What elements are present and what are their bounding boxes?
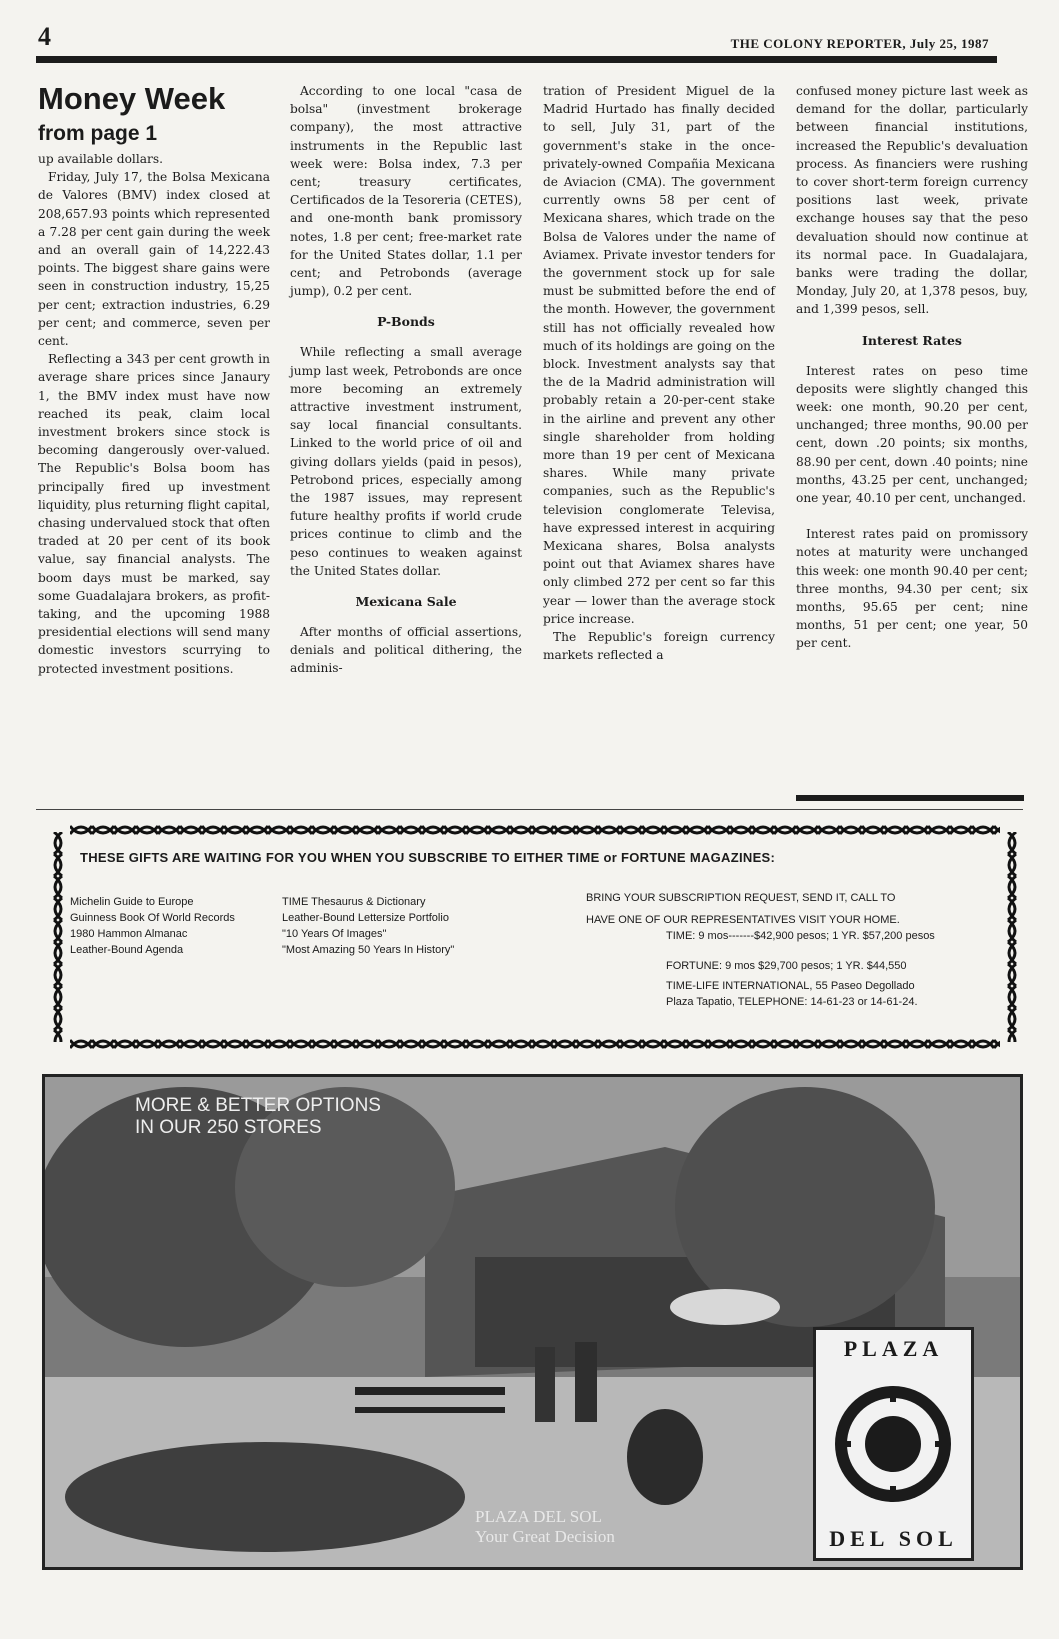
paragraph: Reflecting a 343 per cent growth in average share prices since Janaury 1, the BMV index must have now reached its peak, claim local investment brokers since stock is becoming dangerously over-valued. The Republic's Bolsa boom has principally fired up investment liquidity, plus returning flight capital, chasing undervalued stock that often traded at 20 per cent of its book value, say financial analysts. The boom days must be marked, say some Guadalajara brokers, as profit-taking, and the upcoming 1988 presidential elections will send many domestic investors scurrying to protected investment positions. <box>38 352 270 676</box>
braid-border-right <box>1004 832 1020 1042</box>
logo-word-bottom: DEL SOL <box>829 1526 958 1551</box>
braid-border-bottom <box>70 1036 1000 1052</box>
page-number: 4 <box>38 22 51 51</box>
paragraph: Friday, July 17, the Bolsa Mexicana de Valores (BMV) index closed at 208,657.93 points which represented a 7.28 per cent gain during the week and an overall gain of 14,222.43 points. The biggest share gains were seen in construction industry, 15,25 per cent; extraction industries, 6.29 per cent; and commerce, seven per cent. <box>38 170 270 349</box>
paragraph: According to one local "casa de bolsa" (investment brokerage company), the most attractive instruments in the Republic last week were: Bolsa index, 7.3 per cent; treasury certificates, Certificados de la Tesoreria (CETES), and one-month bank promissory notes, 1.8 per cent; free-market rate for the United States dollar, 1.1 per cent; and Petrobonds (average jump), 0.2 per cent. <box>290 84 522 299</box>
gift-list-2 <box>282 894 454 958</box>
fortune-price: FORTUNE: 9 mos $29,700 pesos; 1 YR. $44,550 <box>666 960 907 972</box>
list-item: Michelin Guide to Europe <box>70 896 194 908</box>
photo-tagline <box>135 1095 381 1139</box>
article-kicker: from page 1 <box>38 122 158 145</box>
caption-line-1: PLAZA DEL SOL <box>475 1507 602 1526</box>
plaza-del-sol-ad <box>42 1074 1023 1570</box>
subscription-ad <box>50 822 1020 1052</box>
masthead: THE COLONY REPORTER, July 25, 1987 <box>730 36 989 51</box>
ad-headline: THESE GIFTS ARE WAITING FOR YOU WHEN YOU SUBSCRIBE TO EITHER TIME or FORTUNE MAGAZINES: <box>80 850 776 865</box>
paragraph: tration of President Miguel de la Madrid Hurtado has finally decided to sell, July 31, part of the government's stake in the once-privately-owned Compañia Mexicana de Aviacion (CMA). The government currently owns 58 per cent of Mexicana shares, which trade on the Bolsa de Valores under the name of Aviamex. Private investor tenders for the government stock up for sale must be submitted before the end of the month. However, the government still has not officially revealed how much of its holdings are going on the block. Investment analysts say that the de la Madrid administration will probably retain a 20-per-cent stake in the airline and prevent any other single shareholder from holding more than 19 per cent of Mexicana shares. While many private companies, such as the Republic's television conglomerate Televisa, have expressed interest in acquiring Mexicana shares, Bolsa analysts point out that Aviamex shares have only climbed 272 per cent so far this year — lower than the average stock price increase. <box>543 84 775 626</box>
photo-caption <box>475 1507 615 1547</box>
logo-word-top: PLAZA <box>843 1336 944 1361</box>
gift-list-1 <box>70 894 235 958</box>
subhead-mexicana-sale: Mexicana Sale <box>355 594 457 610</box>
subhead-pbonds: P-Bonds <box>377 314 435 330</box>
paragraph: Interest rates paid on promissory notes at maturity were unchanged this week: one month 90.40 per cent; three months, 94.30 per cent; six months, 95.65 per cent; nine months, 51 per cent; one year, 50 per cent. <box>796 527 1028 651</box>
paragraph: The Republic's foreign currency markets reflected a <box>543 630 775 663</box>
list-item: TIME Thesaurus & Dictionary <box>282 896 426 908</box>
sun-icon <box>830 1374 957 1514</box>
list-item: 1980 Hammon Almanac <box>70 928 188 940</box>
paragraph: up available dollars. <box>38 152 163 166</box>
section-divider <box>36 809 1023 810</box>
list-item: "10 Years Of Images" <box>282 928 387 940</box>
article-column-1 <box>38 82 270 678</box>
article-headline: Money Week <box>38 81 226 116</box>
tagline-line-2: IN OUR 250 STORES <box>135 1117 322 1138</box>
plaza-del-sol-logo <box>813 1327 974 1561</box>
paragraph: While reflecting a small average jump last week, Petrobonds are once more becoming an extremely attractive investment instrument, say local financial consultants. Linked to the world price of oil and giving dollars yields (paid in pesos), Petrobond prices, especially among the 1987 issues, may represent future healthy profits if world crude prices continue to climb and the peso continues to weaken against the United States dollar. <box>290 345 522 578</box>
paragraph: confused money picture last week as demand for the dollar, particularly between financial institutions, increased the Republic's devaluation process. As financiers were rushing to cover short-term foreign currency positions last week, private exchange houses say that the peso devaluation should now continue at its normal pace. In Guadalajara, banks were trading the dollar, Monday, July 20, at 1,378 pesos, buy, and 1,399 pesos, sell. <box>796 84 1028 317</box>
caption-line-2: Your Great Decision <box>475 1527 615 1546</box>
address-line-2: Plaza Tapatio, TELEPHONE: 14-61-23 or 14-61-24. <box>666 996 918 1008</box>
cta-line-1: BRING YOUR SUBSCRIPTION REQUEST, SEND IT, CALL TO <box>586 892 896 904</box>
article-column-4 <box>796 82 1028 653</box>
paragraph: After months of official assertions, denials and political dithering, the adminis- <box>290 625 522 676</box>
article-column-2 <box>290 82 522 678</box>
time-price: TIME: 9 mos-------$42,900 pesos; 1 YR. $57,200 pesos <box>666 930 935 942</box>
tagline-line-1: MORE & BETTER OPTIONS <box>135 1095 381 1116</box>
top-rule <box>36 56 997 63</box>
list-item: Leather-Bound Agenda <box>70 944 184 956</box>
article-column-3 <box>543 82 775 665</box>
braid-border-top <box>70 822 1000 838</box>
list-item: Leather-Bound Lettersize Portfolio <box>282 912 449 924</box>
braid-border-left <box>50 832 66 1042</box>
subhead-interest-rates: Interest Rates <box>862 332 962 348</box>
address-line-1: TIME-LIFE INTERNATIONAL, 55 Paseo Degollado <box>666 980 915 992</box>
column-end-rule <box>796 795 1024 801</box>
subscription-info <box>586 890 996 1010</box>
list-item: "Most Amazing 50 Years In History" <box>282 944 455 956</box>
cta-line-2: HAVE ONE OF OUR REPRESENTATIVES VISIT YOUR HOME. <box>586 914 900 926</box>
list-item: Guinness Book Of World Records <box>70 912 235 924</box>
paragraph: Interest rates on peso time deposits were slightly changed this week: one month, 90.20 per cent, unchanged; three months, 90.00 per cent, down .20 points; six months, 88.90 per cent, down .40 points; nine months, 43.25 per cent, unchanged; one year, 40.10 per cent, unchanged. <box>796 363 1028 506</box>
